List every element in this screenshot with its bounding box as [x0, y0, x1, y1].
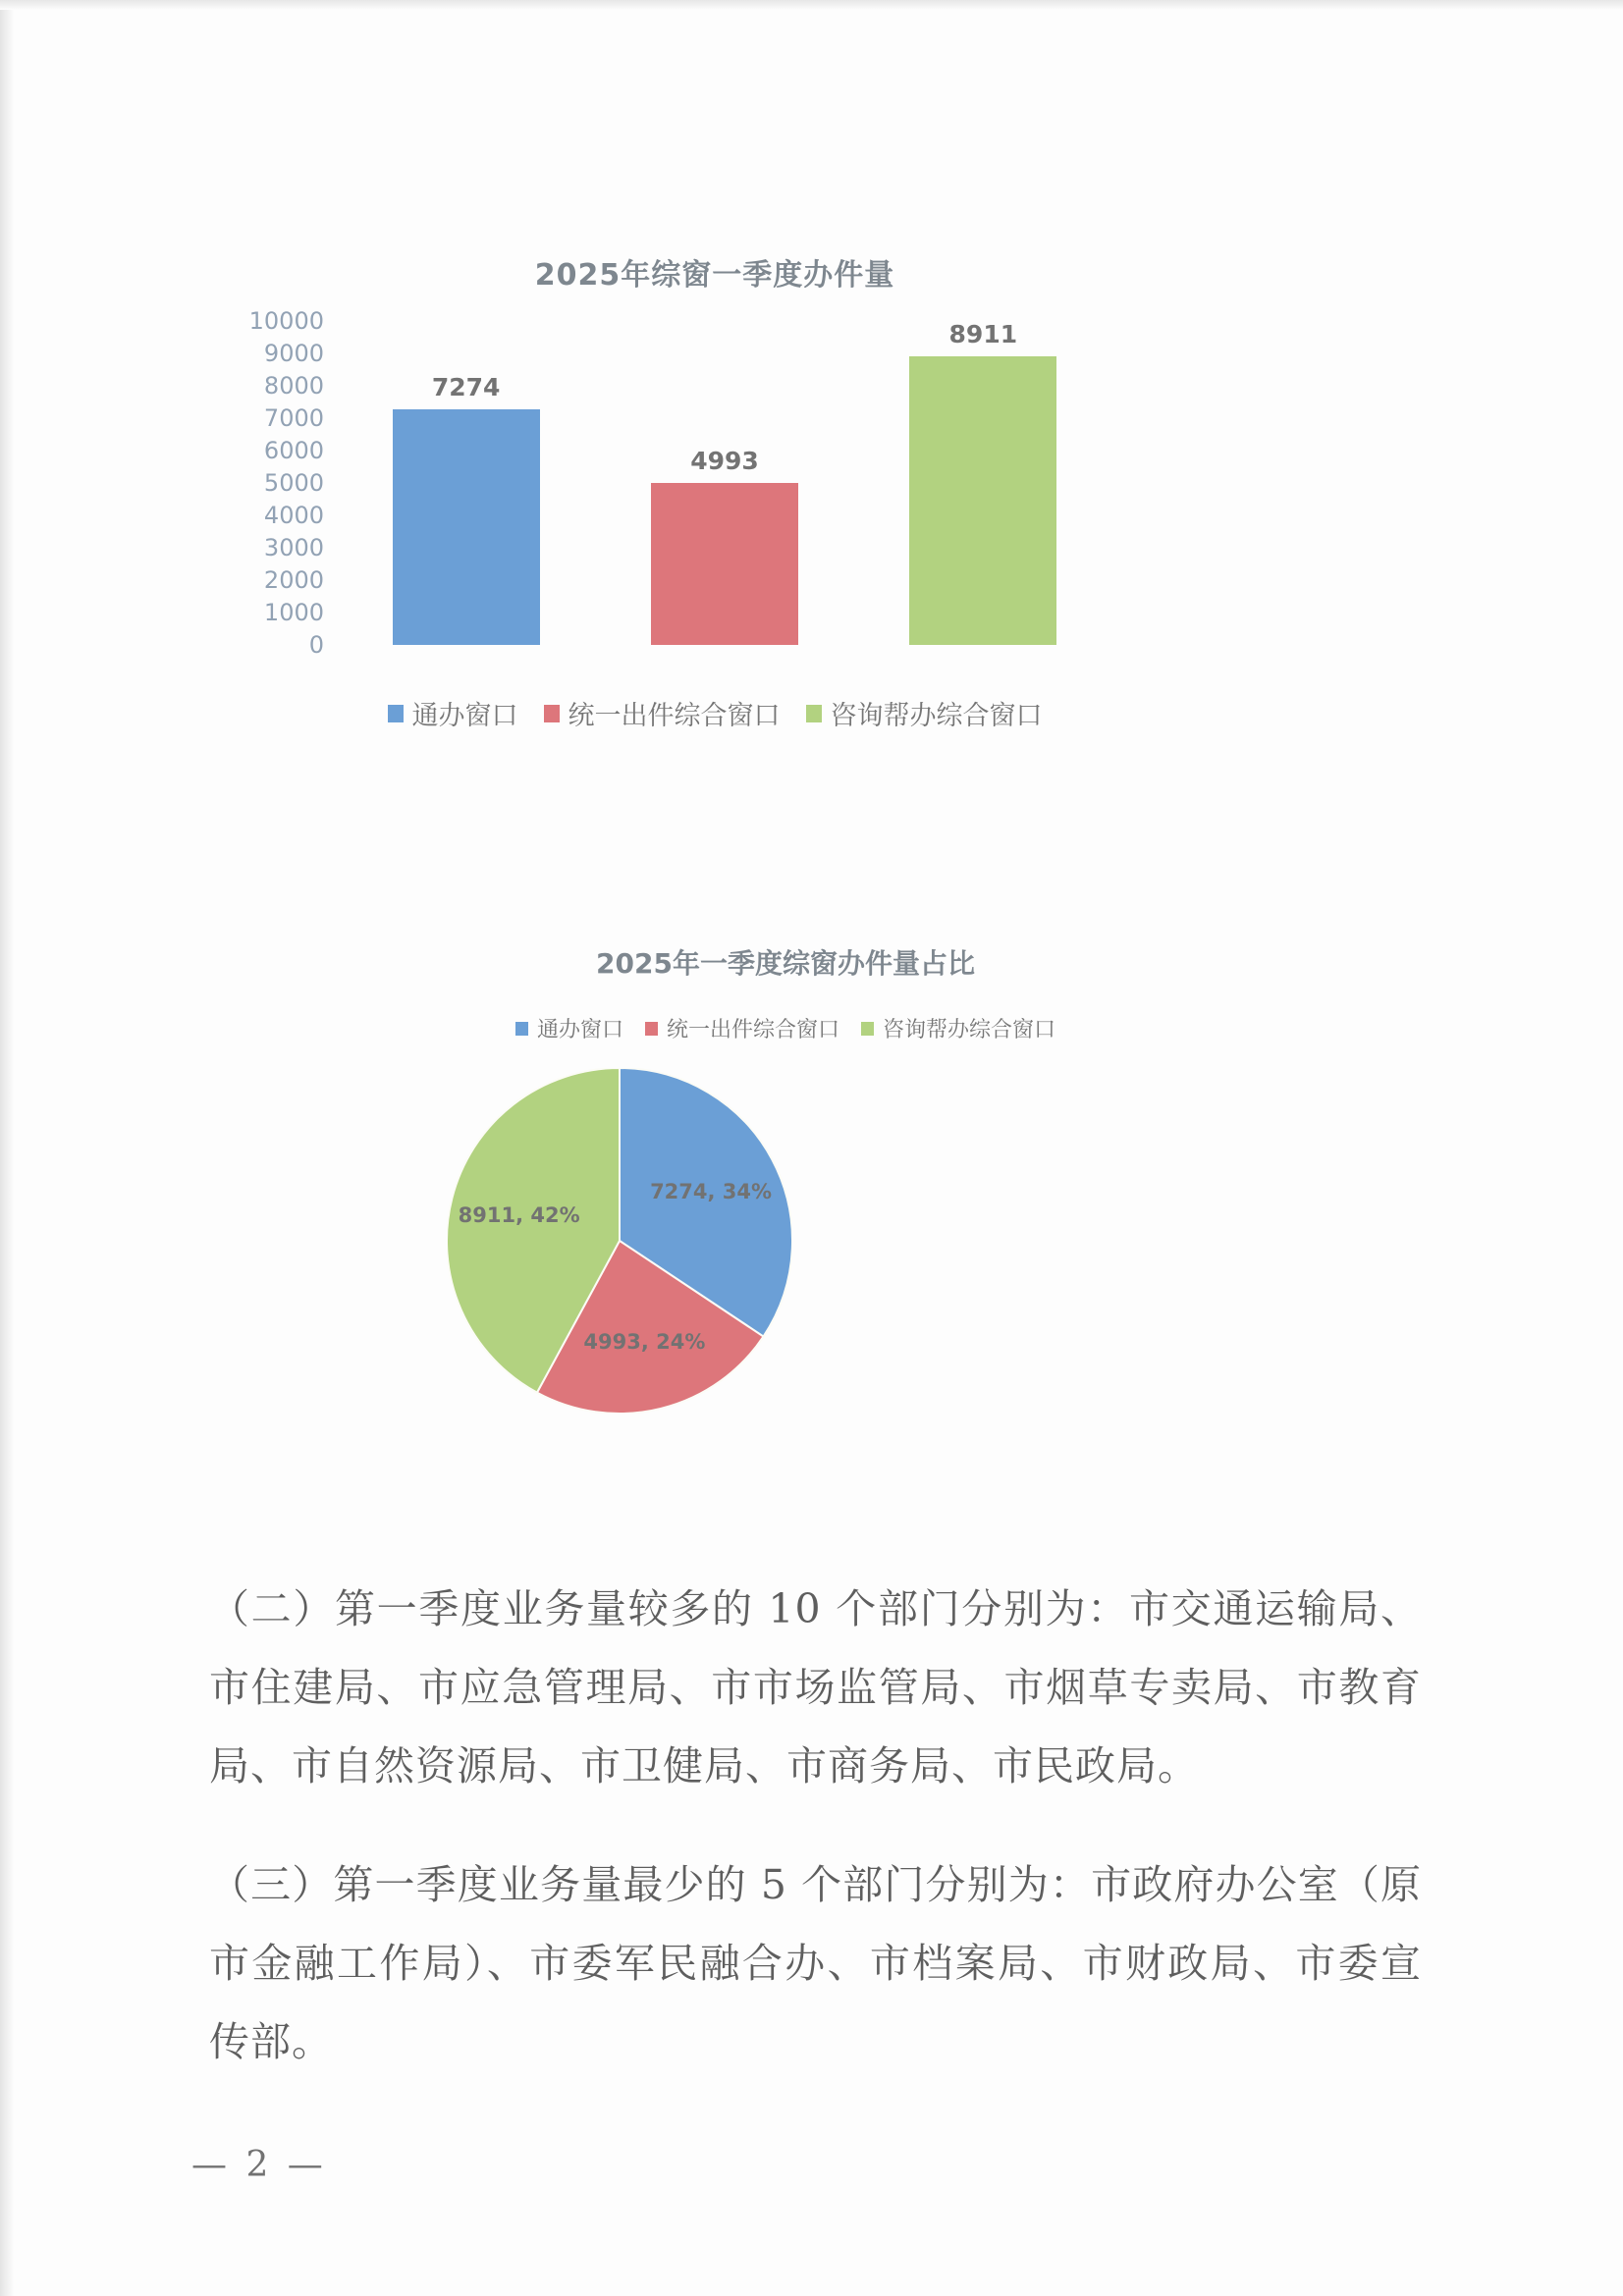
- bar-value-label: 4993: [690, 447, 759, 476]
- bar-chart-title: 2025年综窗一季度办件量: [534, 258, 895, 293]
- legend-swatch-icon: [544, 705, 560, 722]
- paragraph-three: （三）第一季度业务量最少的 5 个部门分别为：市政府办公室（原市金融工作局）、市委军民融合办、市档案局、市财政局、市委宣传部。: [209, 1861, 1422, 2065]
- bar-rect: [651, 483, 798, 645]
- bar-chart-plot-area: [337, 321, 1112, 645]
- bar-value-label: 7274: [431, 372, 501, 401]
- bar-group: [651, 321, 798, 645]
- legend-entry: [544, 694, 781, 732]
- legend-swatch-icon: [861, 1022, 874, 1036]
- pie-chart: [295, 942, 1276, 1531]
- y-axis-tick-label: 1000: [263, 599, 324, 626]
- y-axis-tick-label: 10000: [248, 307, 324, 335]
- legend-entry: [645, 1013, 839, 1043]
- pie-chart-title: 2025年一季度综窗办件量占比: [596, 947, 975, 980]
- y-axis-tick-label: 5000: [263, 469, 324, 497]
- y-axis-tick-label: 2000: [263, 566, 324, 594]
- legend-swatch-icon: [388, 705, 404, 722]
- y-axis-tick-label: 7000: [263, 404, 324, 432]
- y-axis-tick-label: 8000: [263, 372, 324, 400]
- legend-swatch-icon: [645, 1022, 658, 1036]
- legend-label: 统一出件综合窗口: [666, 1018, 839, 1042]
- scan-edge-artifact-top: [0, 0, 1623, 10]
- legend-entry: [861, 1013, 1055, 1043]
- y-axis-tick-label: 3000: [263, 534, 324, 561]
- pie-chart-graphic: [447, 1068, 792, 1414]
- page-number: — 2 —: [191, 2145, 327, 2185]
- bar-rect: [393, 409, 540, 645]
- legend-label: 咨询帮办综合窗口: [830, 701, 1043, 731]
- legend-swatch-icon: [515, 1022, 528, 1036]
- bar-chart: [243, 250, 1186, 898]
- bar-chart-y-axis: [243, 307, 324, 659]
- legend-swatch-icon: [806, 705, 822, 722]
- bar-group: [909, 321, 1056, 645]
- legend-label: 咨询帮办综合窗口: [883, 1018, 1056, 1042]
- pie-svg: [447, 1068, 792, 1414]
- bar-group: [393, 321, 540, 645]
- pie-chart-legend: [295, 1013, 1276, 1043]
- pie-slice-label: 4993, 24%: [583, 1329, 706, 1354]
- pie-slice-label: 8911, 42%: [458, 1202, 580, 1227]
- pie-slice-label: 7274, 34%: [650, 1180, 773, 1204]
- legend-label: 通办窗口: [411, 701, 518, 731]
- scan-edge-artifact-left: [0, 0, 14, 2296]
- legend-label: 统一出件综合窗口: [568, 701, 781, 731]
- y-axis-tick-label: 9000: [263, 340, 324, 367]
- bar-chart-legend: [243, 694, 1186, 732]
- bar-rect: [909, 356, 1056, 645]
- legend-entry: [388, 694, 518, 732]
- paragraph-two: （二）第一季度业务量较多的 10 个部门分别为：市交通运输局、市住建局、市应急管理局、市市场监管局、市烟草专卖局、市教育局、市自然资源局、市卫健局、市商务局、市民政局。: [209, 1585, 1422, 1789]
- legend-label: 通办窗口: [536, 1018, 623, 1042]
- y-axis-tick-label: 0: [308, 631, 324, 659]
- bar-value-label: 8911: [948, 319, 1018, 348]
- legend-entry: [515, 1013, 623, 1043]
- y-axis-tick-label: 4000: [263, 502, 324, 529]
- legend-entry: [806, 694, 1043, 732]
- document-body: [209, 1529, 1422, 2121]
- y-axis-tick-label: 6000: [263, 437, 324, 464]
